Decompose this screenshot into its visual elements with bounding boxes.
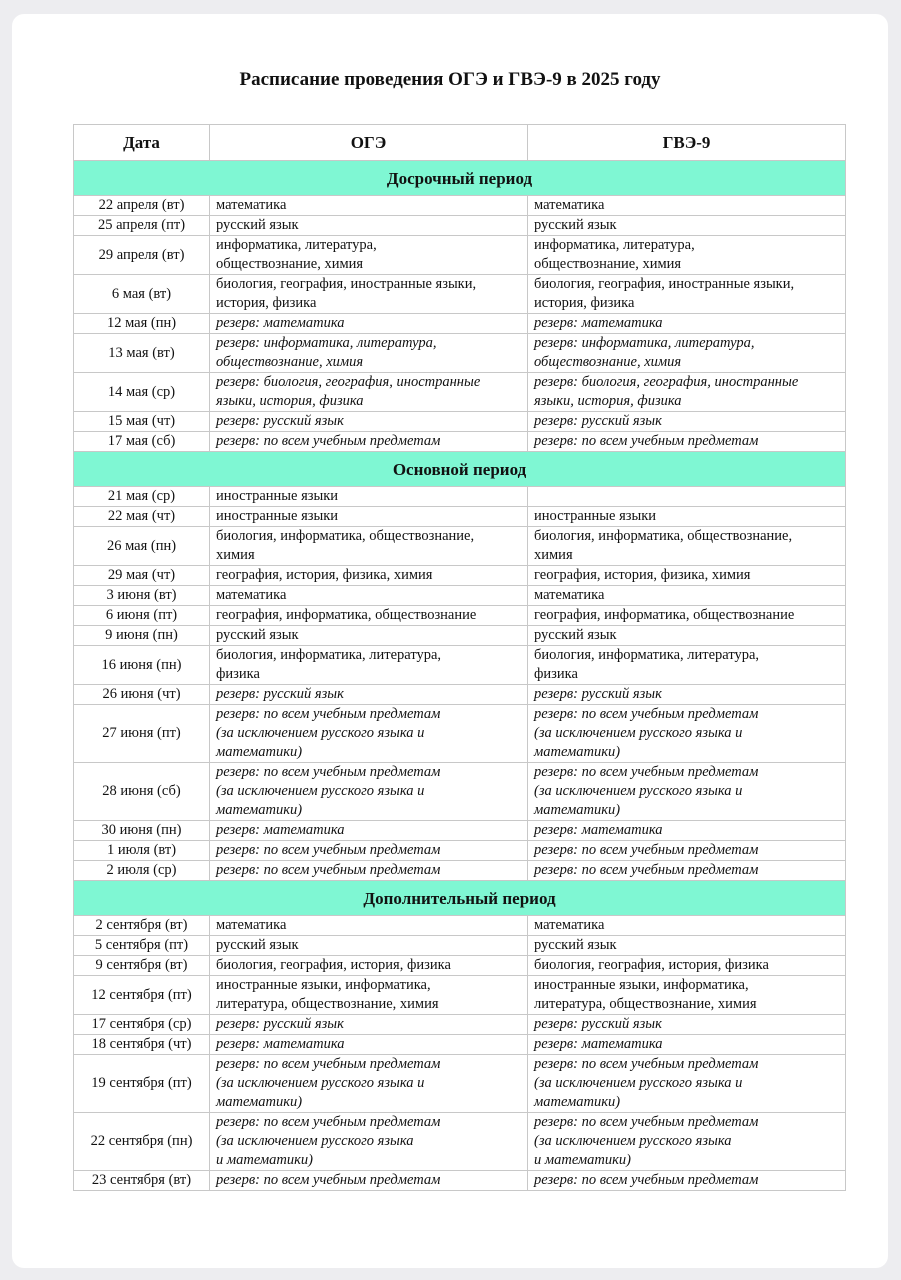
gve-subject-line: резерв: по всем учебным предметам [534, 1056, 759, 1072]
exam-date: 17 мая (сб) [74, 432, 210, 452]
gve-subjects [528, 1171, 846, 1191]
oge-subjects [210, 606, 528, 626]
oge-subject-line: биология, география, история, физика [216, 957, 451, 973]
oge-subjects [210, 275, 528, 314]
gve-subject-line: биология, информатика, обществознание, [534, 528, 793, 544]
gve-subjects [528, 646, 846, 685]
exam-date: 28 июня (сб) [74, 763, 210, 821]
oge-subject-line: резерв: математика [216, 315, 345, 331]
table-row [74, 314, 846, 334]
oge-subject-line: и математики) [216, 1152, 314, 1168]
exam-date: 6 июня (пт) [74, 606, 210, 626]
gve-subjects [528, 861, 846, 881]
exam-date: 12 сентября (пт) [74, 976, 210, 1015]
gve-subject-line: физика [534, 666, 578, 682]
table-row [74, 956, 846, 976]
gve-subjects [528, 373, 846, 412]
gve-subjects [528, 275, 846, 314]
oge-subjects [210, 586, 528, 606]
gve-subject-line: русский язык [534, 217, 617, 233]
oge-subjects [210, 196, 528, 216]
oge-subject-line: русский язык [216, 217, 299, 233]
gve-subject-line: резерв: биология, география, иностранные [534, 374, 799, 390]
oge-subjects [210, 936, 528, 956]
oge-subject-line: математики) [216, 744, 303, 760]
oge-subjects [210, 412, 528, 432]
gve-subjects [528, 1015, 846, 1035]
oge-subjects [210, 685, 528, 705]
exam-date: 27 июня (пт) [74, 705, 210, 763]
exam-date: 17 сентября (ср) [74, 1015, 210, 1035]
table-row [74, 821, 846, 841]
gve-subject-line: (за исключением русского языка и [534, 783, 743, 799]
gve-subjects [528, 685, 846, 705]
oge-subject-line: резерв: биология, география, иностранные [216, 374, 481, 390]
oge-subjects [210, 487, 528, 507]
oge-subject-line: иностранные языки, информатика, [216, 977, 431, 993]
exam-date: 15 мая (чт) [74, 412, 210, 432]
oge-subjects [210, 626, 528, 646]
table-row [74, 216, 846, 236]
exam-date: 6 мая (вт) [74, 275, 210, 314]
oge-subject-line: биология, информатика, обществознание, [216, 528, 475, 544]
gve-subject-line: математики) [534, 802, 621, 818]
oge-subjects [210, 236, 528, 275]
gve-subject-line: языки, история, физика [534, 393, 682, 409]
schedule-body [74, 161, 846, 1191]
page-title: Расписание проведения ОГЭ и ГВЭ-9 в 2025 году [239, 69, 661, 90]
table-row [74, 527, 846, 566]
gve-subjects [528, 841, 846, 861]
period-title: Досрочный период [74, 161, 846, 196]
oge-subjects [210, 507, 528, 527]
exam-date: 22 апреля (вт) [74, 196, 210, 216]
oge-subject-line: математика [216, 917, 287, 933]
oge-subjects [210, 705, 528, 763]
gve-subject-line: (за исключением русского языка и [534, 1075, 743, 1091]
gve-subject-line: резерв: по всем учебным предметам [534, 706, 759, 722]
exam-date: 14 мая (ср) [74, 373, 210, 412]
table-row [74, 606, 846, 626]
gve-subject-line: математика [534, 917, 605, 933]
column-header-gve: ГВЭ-9 [528, 125, 846, 161]
gve-subjects [528, 527, 846, 566]
table-row [74, 196, 846, 216]
gve-subjects [528, 976, 846, 1015]
exam-date: 23 сентября (вт) [74, 1171, 210, 1191]
gve-subject-line: резерв: русский язык [534, 686, 662, 702]
table-row [74, 976, 846, 1015]
table-row [74, 487, 846, 507]
oge-subject-line: математики) [216, 1094, 303, 1110]
gve-subjects [528, 236, 846, 275]
table-row [74, 1015, 846, 1035]
gve-subject-line: биология, география, иностранные языки, [534, 276, 795, 292]
oge-subject-line: математика [216, 197, 287, 213]
column-header-date: Дата [74, 125, 210, 161]
table-row [74, 861, 846, 881]
exam-date: 18 сентября (чт) [74, 1035, 210, 1055]
gve-subject-line: математика [534, 587, 605, 603]
gve-subject-line: иностранные языки, информатика, [534, 977, 749, 993]
gve-subject-line: история, физика [534, 295, 635, 311]
table-row [74, 916, 846, 936]
oge-subject-line: обществознание, химия [216, 256, 364, 272]
gve-subject-line: (за исключением русского языка и [534, 725, 743, 741]
exam-date: 29 мая (чт) [74, 566, 210, 586]
gve-subject-line: математики) [534, 744, 621, 760]
gve-subjects [528, 586, 846, 606]
oge-subjects [210, 1113, 528, 1171]
exam-date: 2 июля (ср) [74, 861, 210, 881]
table-row [74, 1171, 846, 1191]
exam-date: 13 мая (вт) [74, 334, 210, 373]
column-header-oge: ОГЭ [210, 125, 528, 161]
oge-subject-line: информатика, литература, [216, 237, 377, 253]
exam-date: 2 сентября (вт) [74, 916, 210, 936]
exam-date: 25 апреля (пт) [74, 216, 210, 236]
exam-date: 21 мая (ср) [74, 487, 210, 507]
gve-subject-line: резерв: по всем учебным предметам [534, 433, 759, 449]
document-card [12, 14, 888, 1268]
oge-subject-line: география, история, физика, химия [216, 567, 433, 583]
oge-subject-line: (за исключением русского языка [216, 1133, 414, 1149]
oge-subject-line: обществознание, химия [216, 354, 364, 370]
table-row [74, 412, 846, 432]
oge-subjects [210, 527, 528, 566]
table-row [74, 646, 846, 685]
oge-subject-line: история, физика [216, 295, 317, 311]
gve-subject-line: биология, информатика, литература, [534, 647, 760, 663]
gve-subjects [528, 314, 846, 334]
exam-date: 26 июня (чт) [74, 685, 210, 705]
oge-subject-line: химия [216, 547, 255, 563]
oge-subject-line: резерв: по всем учебным предметам [216, 1172, 441, 1188]
table-row [74, 841, 846, 861]
oge-subjects [210, 1055, 528, 1113]
oge-subject-line: резерв: математика [216, 822, 345, 838]
gve-subject-line: резерв: информатика, литература, [534, 335, 755, 351]
gve-subject-line: резерв: по всем учебным предметам [534, 1114, 759, 1130]
oge-subject-line: биология, информатика, литература, [216, 647, 442, 663]
oge-subject-line: резерв: русский язык [216, 1016, 344, 1032]
table-row [74, 432, 846, 452]
gve-subject-line: информатика, литература, [534, 237, 695, 253]
gve-subject-line: резерв: по всем учебным предметам [534, 842, 759, 858]
gve-subjects [528, 916, 846, 936]
gve-subject-line: русский язык [534, 627, 617, 643]
oge-subject-line: русский язык [216, 627, 299, 643]
gve-subject-line: резерв: по всем учебным предметам [534, 1172, 759, 1188]
table-row [74, 705, 846, 763]
table-row [74, 586, 846, 606]
table-row [74, 566, 846, 586]
oge-subjects [210, 646, 528, 685]
oge-subjects [210, 956, 528, 976]
gve-subjects [528, 412, 846, 432]
oge-subject-line: иностранные языки [216, 508, 339, 524]
oge-subject-line: литература, обществознание, химия [216, 996, 439, 1012]
oge-subject-line: резерв: по всем учебным предметам [216, 1056, 441, 1072]
oge-subjects [210, 916, 528, 936]
oge-subject-line: (за исключением русского языка и [216, 1075, 425, 1091]
period-title: Основной период [74, 452, 846, 487]
exam-date: 26 мая (пн) [74, 527, 210, 566]
oge-subject-line: математики) [216, 802, 303, 818]
exam-date: 1 июля (вт) [74, 841, 210, 861]
gve-subjects [528, 566, 846, 586]
gve-subjects [528, 334, 846, 373]
gve-subjects [528, 487, 846, 507]
gve-subjects [528, 821, 846, 841]
table-row [74, 275, 846, 314]
period-header-row [74, 881, 846, 916]
exam-date: 9 сентября (вт) [74, 956, 210, 976]
table-row [74, 763, 846, 821]
gve-subjects [528, 432, 846, 452]
gve-subjects [528, 216, 846, 236]
oge-subject-line: резерв: по всем учебным предметам [216, 433, 441, 449]
gve-subjects [528, 507, 846, 527]
oge-subject-line: резерв: по всем учебным предметам [216, 842, 441, 858]
table-header-row [74, 125, 846, 161]
oge-subjects [210, 373, 528, 412]
gve-subject-line: и математики) [534, 1152, 632, 1168]
gve-subject-line: резерв: по всем учебным предметам [534, 764, 759, 780]
oge-subject-line: резерв: по всем учебным предметам [216, 862, 441, 878]
gve-subjects [528, 1035, 846, 1055]
oge-subject-line: иностранные языки [216, 488, 339, 504]
exam-date: 22 сентября (пн) [74, 1113, 210, 1171]
oge-subject-line: (за исключением русского языка и [216, 783, 425, 799]
table-row [74, 1035, 846, 1055]
oge-subject-line: математика [216, 587, 287, 603]
oge-subject-line: география, информатика, обществознание [216, 607, 477, 623]
table-row [74, 1055, 846, 1113]
gve-subject-line: математика [534, 197, 605, 213]
exam-date: 29 апреля (вт) [74, 236, 210, 275]
exam-date: 16 июня (пн) [74, 646, 210, 685]
oge-subject-line: резерв: русский язык [216, 413, 344, 429]
oge-subjects [210, 841, 528, 861]
gve-subject-line: обществознание, химия [534, 256, 682, 272]
oge-subject-line: резерв: русский язык [216, 686, 344, 702]
oge-subjects [210, 1035, 528, 1055]
gve-subject-line: резерв: математика [534, 822, 663, 838]
gve-subject-line: иностранные языки [534, 508, 657, 524]
oge-subject-line: русский язык [216, 937, 299, 953]
table-row [74, 236, 846, 275]
gve-subject-line: биология, география, история, физика [534, 957, 769, 973]
oge-subject-line: физика [216, 666, 260, 682]
oge-subjects [210, 216, 528, 236]
oge-subject-line: биология, география, иностранные языки, [216, 276, 477, 292]
exam-date: 5 сентября (пт) [74, 936, 210, 956]
oge-subjects [210, 763, 528, 821]
table-row [74, 1113, 846, 1171]
table-row [74, 685, 846, 705]
oge-subjects [210, 334, 528, 373]
gve-subjects [528, 606, 846, 626]
exam-date: 19 сентября (пт) [74, 1055, 210, 1113]
gve-subjects [528, 763, 846, 821]
period-title: Дополнительный период [74, 881, 846, 916]
gve-subjects [528, 1055, 846, 1113]
oge-subject-line: резерв: по всем учебным предметам [216, 1114, 441, 1130]
gve-subject-line: резерв: математика [534, 1036, 663, 1052]
oge-subject-line: языки, история, физика [216, 393, 364, 409]
oge-subjects [210, 1171, 528, 1191]
oge-subjects [210, 566, 528, 586]
gve-subject-line: резерв: по всем учебным предметам [534, 862, 759, 878]
gve-subjects [528, 936, 846, 956]
table-row [74, 373, 846, 412]
table-row [74, 507, 846, 527]
table-row [74, 626, 846, 646]
gve-subject-line: география, информатика, обществознание [534, 607, 795, 623]
gve-subject-line: резерв: русский язык [534, 1016, 662, 1032]
gve-subject-line: резерв: русский язык [534, 413, 662, 429]
exam-date: 9 июня (пн) [74, 626, 210, 646]
gve-subject-line: география, история, физика, химия [534, 567, 751, 583]
exam-date: 30 июня (пн) [74, 821, 210, 841]
oge-subject-line: резерв: по всем учебным предметам [216, 764, 441, 780]
period-header-row [74, 452, 846, 487]
oge-subject-line: резерв: математика [216, 1036, 345, 1052]
oge-subjects [210, 1015, 528, 1035]
table-row [74, 936, 846, 956]
oge-subjects [210, 976, 528, 1015]
oge-subjects [210, 821, 528, 841]
gve-subjects [528, 1113, 846, 1171]
exam-date: 12 мая (пн) [74, 314, 210, 334]
gve-subjects [528, 705, 846, 763]
gve-subjects [528, 626, 846, 646]
exam-date: 22 мая (чт) [74, 507, 210, 527]
schedule-table [73, 124, 846, 1191]
gve-subject-line: химия [534, 547, 573, 563]
gve-subjects [528, 956, 846, 976]
oge-subject-line: резерв: по всем учебным предметам [216, 706, 441, 722]
gve-subject-line: резерв: математика [534, 315, 663, 331]
period-header-row [74, 161, 846, 196]
gve-subject-line: литература, обществознание, химия [534, 996, 757, 1012]
exam-date: 3 июня (вт) [74, 586, 210, 606]
table-row [74, 334, 846, 373]
gve-subject-line: математики) [534, 1094, 621, 1110]
gve-subject-line: (за исключением русского языка [534, 1133, 732, 1149]
gve-subjects [528, 196, 846, 216]
oge-subjects [210, 314, 528, 334]
gve-subject-line: русский язык [534, 937, 617, 953]
oge-subjects [210, 432, 528, 452]
gve-subject-line: обществознание, химия [534, 354, 682, 370]
oge-subject-line: (за исключением русского языка и [216, 725, 425, 741]
oge-subject-line: резерв: информатика, литература, [216, 335, 437, 351]
oge-subjects [210, 861, 528, 881]
